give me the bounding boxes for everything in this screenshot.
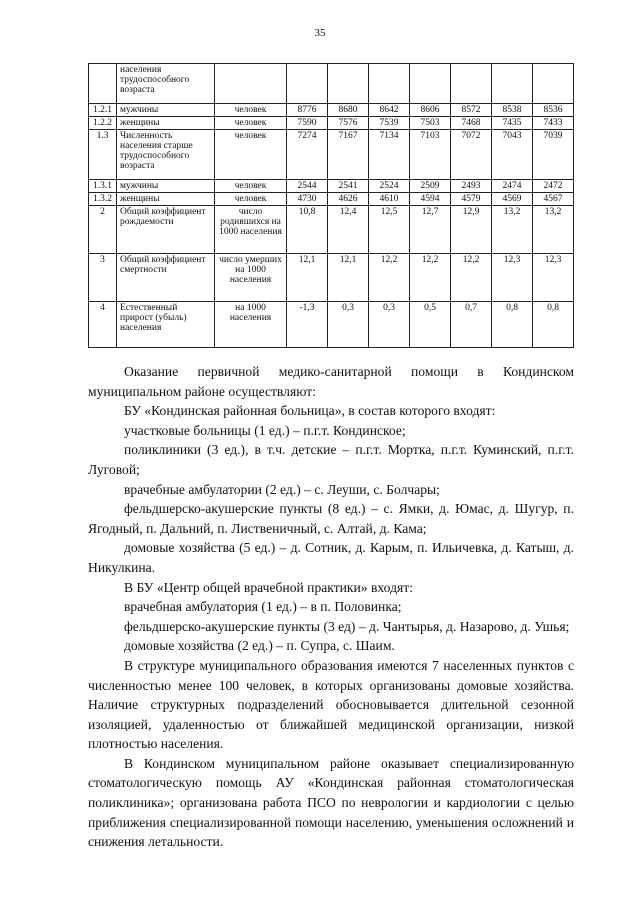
value-cell: 8536 [533,104,574,117]
body-text [88,362,574,852]
value-cell: 2544 [287,180,328,193]
row-number: 1.3 [89,130,117,180]
paragraph: врачебная амбулатория (1 ед.) – в п. Половинка; [124,599,402,615]
value-cell: 2541 [328,180,369,193]
value-cell: 0,8 [492,302,533,348]
value-cell: 7468 [451,117,492,130]
value-cell: 7134 [369,130,410,180]
unit-of-measure: человек [215,180,287,193]
table-row [89,180,574,193]
table-row [89,302,574,348]
row-number [89,64,117,104]
value-cell: 0,7 [451,302,492,348]
paragraph: БУ «Кондинская районная больница», в состав которого входят: [124,403,496,419]
value-cell: 0,3 [369,302,410,348]
value-cell: 12,3 [533,254,574,302]
unit-of-measure [215,64,287,104]
indicator-name: женщины [117,193,215,206]
unit-of-measure: на 1000 населения [215,302,287,348]
row-number: 2 [89,206,117,254]
paragraph: фельдшерско-акушерские пункты (8 ед.) – с. Ямки, д. Юмас, д. Шугур, п. Ягодный, п. Дальний, п. Лиственичный, с. Алтай, д. Кама; [88,501,574,536]
table-row [89,254,574,302]
paragraph: В структуре муниципального образования имеются 7 населенных пунктов с численностью менее 100 человек, в которых организованы домовые хозяйства. Наличие структурных подразделений обосновывается длительной сезонной изоляцией, удаленностью от ближайшей медицинской организации, низкой плотностью населения. [88,657,574,752]
unit-of-measure: человек [215,193,287,206]
value-cell: 12,2 [410,254,451,302]
value-cell: 4610 [369,193,410,206]
indicator-name: Естественный прирост (убыль) населения [117,302,215,348]
value-cell: 12,9 [451,206,492,254]
value-cell: 12,2 [451,254,492,302]
unit-of-measure: человек [215,117,287,130]
value-cell: 13,2 [492,206,533,254]
value-cell: 8680 [328,104,369,117]
value-cell: 7433 [533,117,574,130]
value-cell: 7167 [328,130,369,180]
paragraph: фельдшерско-акушерские пункты (3 ед) – д. Чантырья, д. Назарово, д. Ушья; [124,618,570,634]
value-cell: 7539 [369,117,410,130]
paragraph: участковые больницы (1 ед.) – п.г.т. Кондинское; [124,422,406,438]
indicator-name: населения трудоспособного возраста [117,64,215,104]
value-cell: 4567 [533,193,574,206]
value-cell: 7072 [451,130,492,180]
row-number: 4 [89,302,117,348]
row-number: 1.3.1 [89,180,117,193]
value-cell: 4594 [410,193,451,206]
value-cell: 10,8 [287,206,328,254]
value-cell: 4626 [328,193,369,206]
row-number: 1.3.2 [89,193,117,206]
value-cell [451,64,492,104]
value-cell: 12,1 [328,254,369,302]
unit-of-measure: число умерших на 1000 населения [215,254,287,302]
indicator-name: мужчины [117,104,215,117]
value-cell [533,64,574,104]
indicator-name: Общий коэффициент смертности [117,254,215,302]
value-cell: 2509 [410,180,451,193]
value-cell: 0,8 [533,302,574,348]
value-cell: 7576 [328,117,369,130]
value-cell: 7039 [533,130,574,180]
unit-of-measure: число родившихся на 1000 населения [215,206,287,254]
table-row [89,104,574,117]
indicator-name: Общий коэффициент рождаемости [117,206,215,254]
paragraph: поликлиники (3 ед.), в т.ч. детские – п.г.т. Мортка, п.г.т. Куминский, п.г.т. Луговой; [88,442,574,477]
value-cell: 12,3 [492,254,533,302]
row-number: 1.2.1 [89,104,117,117]
value-cell: 8606 [410,104,451,117]
value-cell [410,64,451,104]
value-cell: 2472 [533,180,574,193]
unit-of-measure: человек [215,130,287,180]
value-cell: 12,4 [328,206,369,254]
value-cell: 4730 [287,193,328,206]
value-cell: 12,7 [410,206,451,254]
value-cell: 12,1 [287,254,328,302]
value-cell: 8642 [369,104,410,117]
page-number: 35 [314,27,326,39]
value-cell: 4569 [492,193,533,206]
value-cell: -1,3 [287,302,328,348]
indicator-name: мужчины [117,180,215,193]
value-cell: 8538 [492,104,533,117]
value-cell: 7043 [492,130,533,180]
value-cell: 7103 [410,130,451,180]
table-row [89,64,574,104]
row-number: 3 [89,254,117,302]
value-cell: 7435 [492,117,533,130]
value-cell: 8572 [451,104,492,117]
paragraph: врачебные амбулатории (2 ед.) – с. Леуши, с. Болчары; [124,481,440,497]
paragraph: В БУ «Центр общей врачебной практики» входят: [124,579,413,595]
value-cell: 8776 [287,104,328,117]
table-row [89,206,574,254]
demographics-table [88,63,574,348]
value-cell [287,64,328,104]
indicator-name: Численность населения старше трудоспособного возраста [117,130,215,180]
value-cell: 13,2 [533,206,574,254]
value-cell: 4579 [451,193,492,206]
value-cell [369,64,410,104]
row-number: 1.2.2 [89,117,117,130]
value-cell [328,64,369,104]
value-cell: 12,2 [369,254,410,302]
value-cell [492,64,533,104]
indicator-name: женщины [117,117,215,130]
value-cell: 0,3 [328,302,369,348]
unit-of-measure: человек [215,104,287,117]
table-row [89,117,574,130]
paragraph: Оказание первичной медико-санитарной помощи в Кондинском муниципальном районе осуществляют: [88,364,574,399]
value-cell: 2474 [492,180,533,193]
table-row [89,193,574,206]
value-cell: 2493 [451,180,492,193]
paragraph: В Кондинском муниципальном районе оказывает специализированную стоматологическую помощь АУ «Кондинская районная стоматологическая поликлиника»; организована работа ПСО по неврологии и кардиологии с целью приближения специализированной помощи населению, уменьшения осложнений и снижения летальности. [88,755,574,850]
value-cell: 2524 [369,180,410,193]
value-cell: 12,5 [369,206,410,254]
table-body [89,64,574,348]
value-cell: 7503 [410,117,451,130]
value-cell: 7590 [287,117,328,130]
value-cell: 7274 [287,130,328,180]
value-cell: 0,5 [410,302,451,348]
table-row [89,130,574,180]
paragraph: домовые хозяйства (2 ед.) – п. Супра, с. Шаим. [124,638,395,654]
paragraph: домовые хозяйства (5 ед.) – д. Сотник, д. Карым, п. Ильичевка, д. Катыш, д. Никулкина. [88,540,574,575]
